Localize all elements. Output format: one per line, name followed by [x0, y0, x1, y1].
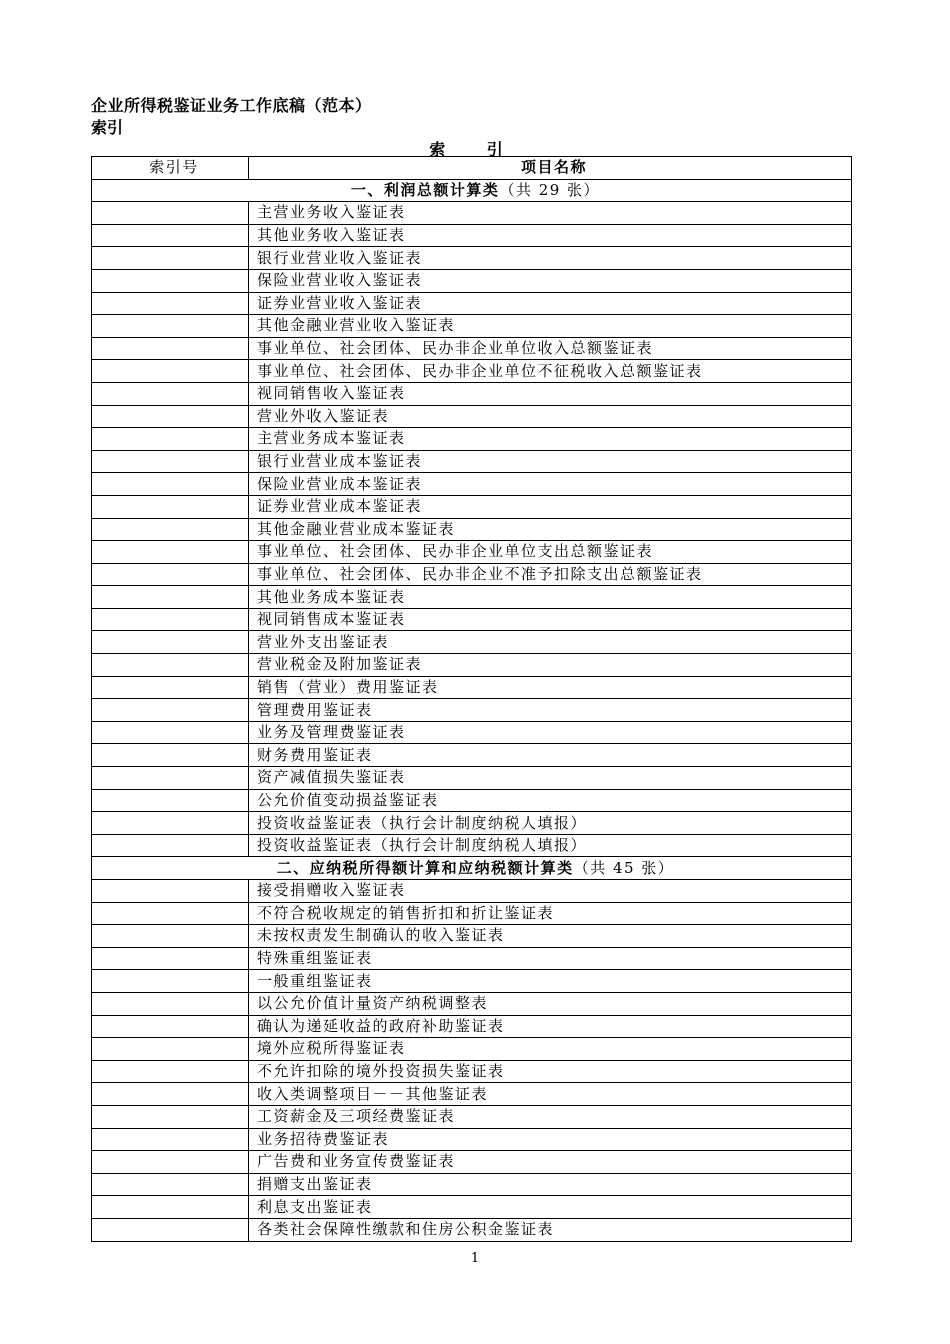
item-name-cell: 其他业务成本鉴证表 [249, 586, 852, 609]
index-number-cell [92, 1196, 249, 1219]
table-row [92, 947, 852, 970]
item-name-cell: 销售（营业）费用鉴证表 [249, 676, 852, 699]
index-number-cell [92, 247, 249, 270]
item-name-cell: 其他金融业营业成本鉴证表 [249, 518, 852, 541]
index-number-cell [92, 925, 249, 948]
index-table-body [92, 157, 852, 1242]
item-name-cell: 管理费用鉴证表 [249, 699, 852, 722]
index-number-cell [92, 337, 249, 360]
column-header-index: 索引号 [92, 157, 249, 180]
section-title: 一、利润总额计算类 [350, 180, 500, 199]
item-name-cell: 业务及管理费鉴证表 [249, 721, 852, 744]
item-name-cell: 视同销售成本鉴证表 [249, 608, 852, 631]
item-name-cell: 银行业营业收入鉴证表 [249, 247, 852, 270]
item-name-cell: 业务招待费鉴证表 [249, 1128, 852, 1151]
column-header-name: 项目名称 [249, 157, 852, 180]
item-name-cell: 资产减值损失鉴证表 [249, 767, 852, 790]
table-row [92, 247, 852, 270]
table-row [92, 382, 852, 405]
table-row [92, 337, 852, 360]
index-number-cell [92, 699, 249, 722]
item-name-cell: 其他业务收入鉴证表 [249, 224, 852, 247]
table-row [92, 1151, 852, 1174]
item-name-cell: 视同销售收入鉴证表 [249, 382, 852, 405]
item-name-cell: 事业单位、社会团体、民办非企业单位支出总额鉴证表 [249, 541, 852, 564]
index-number-cell [92, 812, 249, 835]
table-row [92, 699, 852, 722]
index-number-cell [92, 654, 249, 677]
table-header-row [92, 157, 852, 180]
index-number-cell [92, 744, 249, 767]
index-number-cell [92, 405, 249, 428]
index-number-cell [92, 767, 249, 790]
item-name-cell: 事业单位、社会团体、民办非企业不准予扣除支出总额鉴证表 [249, 563, 852, 586]
index-number-cell [92, 315, 249, 338]
item-name-cell: 证券业营业收入鉴证表 [249, 292, 852, 315]
item-name-cell: 投资收益鉴证表（执行会计制度纳税人填报） [249, 812, 852, 835]
index-number-cell [92, 224, 249, 247]
table-row [92, 269, 852, 292]
table-row [92, 676, 852, 699]
item-name-cell: 确认为递延收益的政府补助鉴证表 [249, 1015, 852, 1038]
section-header [92, 857, 852, 880]
index-number-cell [92, 789, 249, 812]
table-row [92, 202, 852, 225]
table-row [92, 518, 852, 541]
index-number-cell [92, 721, 249, 744]
item-name-cell: 保险业营业成本鉴证表 [249, 473, 852, 496]
item-name-cell: 证券业营业成本鉴证表 [249, 495, 852, 518]
item-name-cell: 不允许扣除的境外投资损失鉴证表 [249, 1060, 852, 1083]
item-name-cell: 以公允价值计量资产纳税调整表 [249, 992, 852, 1015]
index-number-cell [92, 970, 249, 993]
index-number-cell [92, 269, 249, 292]
index-number-cell [92, 631, 249, 654]
table-row [92, 428, 852, 451]
document-subtitle: 索引 [91, 118, 124, 137]
index-number-cell [92, 992, 249, 1015]
index-number-cell [92, 1218, 249, 1241]
index-number-cell [92, 495, 249, 518]
item-name-cell: 未按权责发生制确认的收入鉴证表 [249, 925, 852, 948]
index-number-cell [92, 947, 249, 970]
item-name-cell: 特殊重组鉴证表 [249, 947, 852, 970]
table-row [92, 1038, 852, 1061]
section-title: 二、应纳税所得额计算和应纳税额计算类 [276, 858, 574, 877]
index-number-cell [92, 880, 249, 903]
item-name-cell: 境外应税所得鉴证表 [249, 1038, 852, 1061]
item-name-cell: 投资收益鉴证表（执行会计制度纳税人填报） [249, 834, 852, 857]
section-header [92, 179, 852, 202]
item-name-cell: 事业单位、社会团体、民办非企业单位收入总额鉴证表 [249, 337, 852, 360]
item-name-cell: 一般重组鉴证表 [249, 970, 852, 993]
table-row [92, 721, 852, 744]
table-row [92, 586, 852, 609]
section-header-row [92, 179, 852, 202]
section-count: （共 45 张） [573, 858, 675, 877]
item-name-cell: 接受捐赠收入鉴证表 [249, 880, 852, 903]
index-number-cell [92, 292, 249, 315]
index-number-cell [92, 676, 249, 699]
item-name-cell: 捐赠支出鉴证表 [249, 1173, 852, 1196]
table-row [92, 631, 852, 654]
table-row [92, 880, 852, 903]
item-name-cell: 保险业营业收入鉴证表 [249, 269, 852, 292]
item-name-cell: 主营业务收入鉴证表 [249, 202, 852, 225]
index-number-cell [92, 202, 249, 225]
index-number-cell [92, 382, 249, 405]
item-name-cell: 公允价值变动损益鉴证表 [249, 789, 852, 812]
index-table [91, 156, 852, 1242]
item-name-cell: 主营业务成本鉴证表 [249, 428, 852, 451]
table-row [92, 834, 852, 857]
table-row [92, 405, 852, 428]
index-number-cell [92, 1015, 249, 1038]
table-row [92, 654, 852, 677]
item-name-cell: 不符合税收规定的销售折扣和折让鉴证表 [249, 902, 852, 925]
table-title: 索 引 [429, 140, 521, 159]
index-number-cell [92, 1128, 249, 1151]
index-number-cell [92, 834, 249, 857]
item-name-cell: 各类社会保障性缴款和住房公积金鉴证表 [249, 1218, 852, 1241]
item-name-cell: 营业外支出鉴证表 [249, 631, 852, 654]
item-name-cell: 工资薪金及三项经费鉴证表 [249, 1105, 852, 1128]
item-name-cell: 收入类调整项目－－其他鉴证表 [249, 1083, 852, 1106]
item-name-cell: 财务费用鉴证表 [249, 744, 852, 767]
index-number-cell [92, 1151, 249, 1174]
item-name-cell: 营业税金及附加鉴证表 [249, 654, 852, 677]
index-number-cell [92, 360, 249, 383]
item-name-cell: 银行业营业成本鉴证表 [249, 450, 852, 473]
index-number-cell [92, 1173, 249, 1196]
table-row [92, 744, 852, 767]
table-row [92, 1173, 852, 1196]
table-row [92, 992, 852, 1015]
table-row [92, 812, 852, 835]
page-number: 1 [470, 1251, 480, 1266]
index-number-cell [92, 450, 249, 473]
index-number-cell [92, 563, 249, 586]
table-row [92, 450, 852, 473]
item-name-cell: 广告费和业务宣传费鉴证表 [249, 1151, 852, 1174]
item-name-cell: 其他金融业营业收入鉴证表 [249, 315, 852, 338]
table-row [92, 292, 852, 315]
table-row [92, 360, 852, 383]
index-number-cell [92, 473, 249, 496]
index-number-cell [92, 586, 249, 609]
table-row [92, 789, 852, 812]
table-row [92, 473, 852, 496]
table-row [92, 1060, 852, 1083]
index-number-cell [92, 1038, 249, 1061]
table-row [92, 224, 852, 247]
table-row [92, 1083, 852, 1106]
index-number-cell [92, 902, 249, 925]
table-row [92, 1196, 852, 1219]
item-name-cell: 利息支出鉴证表 [249, 1196, 852, 1219]
table-row [92, 1105, 852, 1128]
document-title: 企业所得税鉴证业务工作底稿（范本） [91, 96, 372, 115]
index-number-cell [92, 608, 249, 631]
index-number-cell [92, 1105, 249, 1128]
table-row [92, 608, 852, 631]
item-name-cell: 事业单位、社会团体、民办非企业单位不征税收入总额鉴证表 [249, 360, 852, 383]
table-row [92, 1015, 852, 1038]
index-number-cell [92, 1083, 249, 1106]
index-number-cell [92, 541, 249, 564]
index-number-cell [92, 428, 249, 451]
table-row [92, 925, 852, 948]
item-name-cell: 营业外收入鉴证表 [249, 405, 852, 428]
table-row [92, 902, 852, 925]
section-header-row [92, 857, 852, 880]
table-row [92, 315, 852, 338]
table-row [92, 970, 852, 993]
table-row [92, 1128, 852, 1151]
table-row [92, 495, 852, 518]
section-count: （共 29 张） [499, 180, 601, 199]
index-number-cell [92, 518, 249, 541]
index-number-cell [92, 1060, 249, 1083]
table-row [92, 767, 852, 790]
table-row [92, 541, 852, 564]
table-row [92, 1218, 852, 1241]
table-row [92, 563, 852, 586]
